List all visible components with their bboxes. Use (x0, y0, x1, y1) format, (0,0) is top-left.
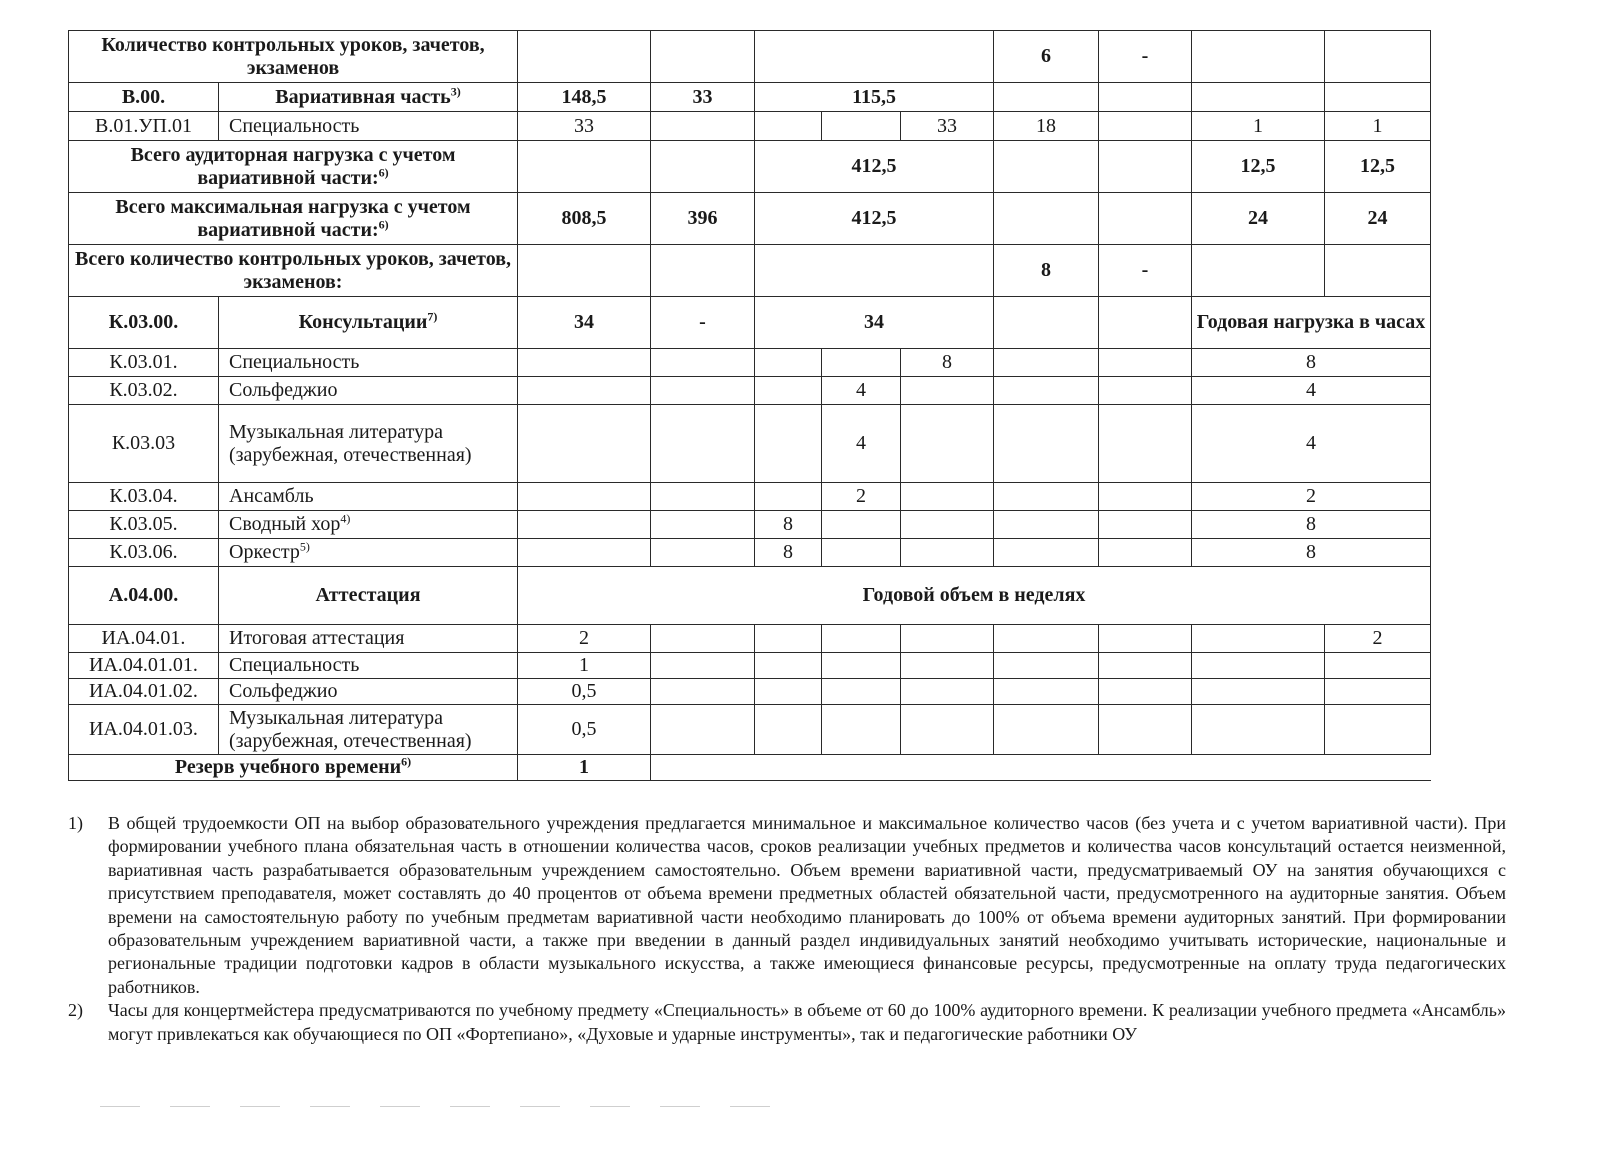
self-study-cell (651, 245, 755, 297)
small-group-cell (822, 349, 901, 377)
row-name-text: Специальность (229, 654, 360, 676)
table-row (69, 377, 1431, 405)
semester-cell (1325, 141, 1431, 193)
max-load-cell (518, 245, 651, 297)
empty-cell (755, 679, 822, 705)
control-cell (1099, 625, 1192, 653)
footnote-ref: 6) (401, 754, 412, 769)
row-name-text: Консультации (298, 311, 428, 333)
self-study-cell (651, 112, 755, 141)
small-group-cell-text: 2 (856, 485, 867, 507)
annual-hours-cell (1192, 297, 1431, 349)
semester-cell (1192, 653, 1325, 679)
footnote-item (68, 812, 1506, 999)
annual-hours-cell-text: 8 (1306, 513, 1317, 535)
empty-cell (994, 755, 1099, 781)
annual-hours-cell-text: 8 (1306, 541, 1317, 563)
individual-cell-text: 8 (942, 351, 953, 373)
control-cell (994, 377, 1099, 405)
table-row (69, 405, 1431, 483)
row-code-text: ИА.04.01.03. (89, 718, 198, 740)
small-group-cell (822, 483, 901, 511)
control-cell (1099, 705, 1192, 755)
control-cell (994, 705, 1099, 755)
max-load-cell (518, 625, 651, 653)
auditory-cell (755, 83, 994, 112)
row-code-text: К.03.00. (108, 311, 179, 333)
control-cell (1099, 112, 1192, 141)
self-study-cell (651, 83, 755, 112)
row-name-text: Специальность (229, 114, 360, 137)
row-code (69, 653, 219, 679)
max-load-cell (518, 377, 651, 405)
group-cell (755, 112, 822, 141)
empty-cell (822, 679, 901, 705)
semester-cell (1192, 112, 1325, 141)
max-load-cell (518, 755, 651, 781)
group-cell (755, 483, 822, 511)
row-code-text: К.03.01. (109, 351, 178, 373)
row-label-text: Резерв учебного времени (174, 756, 402, 778)
empty-cell (755, 653, 822, 679)
row-label-text: Всего количество контрольных уроков, зачетов, экзаменов: (75, 247, 512, 293)
row-code-text: К.03.06. (109, 541, 178, 563)
row-code (69, 112, 219, 141)
self-study-cell-text: 396 (687, 207, 718, 229)
empty-cell (901, 705, 994, 755)
control-cell-text: - (1141, 45, 1149, 67)
max-load-cell-text: 0,5 (571, 718, 597, 740)
empty-cell (1099, 755, 1192, 781)
row-label-text: Количество контрольных уроков, зачетов, экзаменов (101, 33, 485, 79)
max-load-cell-text: 1 (579, 756, 590, 778)
group-cell-text: 8 (783, 513, 794, 535)
empty-cell (822, 625, 901, 653)
semester-cell (1325, 31, 1431, 83)
table-row (69, 112, 1431, 141)
max-load-cell (518, 83, 651, 112)
span-header (518, 567, 1431, 625)
control-cell (994, 31, 1099, 83)
empty-cell (901, 755, 994, 781)
table-row (69, 349, 1431, 377)
self-study-cell (651, 405, 755, 483)
table-row (69, 297, 1431, 349)
footnote-ref: 4) (340, 511, 351, 526)
control-cell (994, 83, 1099, 112)
row-code (69, 297, 219, 349)
semester-cell-text: 1 (1372, 114, 1383, 137)
table-row (69, 567, 1431, 625)
row-code (69, 567, 219, 625)
group-cell (755, 511, 822, 539)
row-name (219, 653, 518, 679)
max-load-cell (518, 511, 651, 539)
max-load-cell (518, 539, 651, 567)
individual-cell (901, 539, 994, 567)
row-code (69, 349, 219, 377)
curriculum-table (68, 30, 1431, 781)
group-cell (755, 349, 822, 377)
footnote-ref: 5) (299, 539, 310, 554)
control-cell (1099, 405, 1192, 483)
self-study-cell (651, 511, 755, 539)
control-cell (994, 483, 1099, 511)
max-load-cell (518, 679, 651, 705)
footnote-item (68, 999, 1506, 1046)
max-load-cell (518, 112, 651, 141)
annual-hours-cell (1192, 405, 1431, 483)
row-name-text: Вариативная часть (275, 85, 451, 108)
auditory-cell (755, 193, 994, 245)
max-load-cell (518, 405, 651, 483)
control-cell (994, 653, 1099, 679)
max-load-cell-text: 2 (579, 627, 590, 649)
row-code-text: К.03.03 (111, 432, 176, 454)
self-study-cell (651, 539, 755, 567)
empty-cell (901, 679, 994, 705)
empty-cell (755, 705, 822, 755)
table-row (69, 625, 1431, 653)
semester-cell (1192, 245, 1325, 297)
annual-hours-cell (1192, 539, 1431, 567)
small-group-cell (822, 112, 901, 141)
individual-cell-text: 33 (937, 114, 958, 137)
table-row (69, 193, 1431, 245)
row-label (69, 193, 518, 245)
empty-cell (1325, 755, 1431, 781)
self-study-cell (651, 141, 755, 193)
footnote-number: 1) (68, 813, 83, 833)
row-label (69, 245, 518, 297)
control-cell (1099, 349, 1192, 377)
semester-cell (1192, 31, 1325, 83)
auditory-cell (755, 245, 994, 297)
small-group-cell (822, 539, 901, 567)
row-name (219, 567, 518, 625)
semester-cell-text: 1 (1253, 114, 1264, 137)
control-cell (1099, 679, 1192, 705)
control-cell (1099, 193, 1192, 245)
empty-cell (822, 755, 901, 781)
table-row (69, 511, 1431, 539)
individual-cell (901, 483, 994, 511)
self-study-cell (651, 349, 755, 377)
annual-hours-cell (1192, 377, 1431, 405)
semester-cell-text: 12,5 (1360, 155, 1396, 177)
annual-hours-cell-text: 4 (1306, 379, 1317, 401)
control-cell (1099, 511, 1192, 539)
row-code (69, 405, 219, 483)
row-label (69, 755, 518, 781)
max-load-cell-text: 33 (574, 114, 595, 137)
control-cell (994, 679, 1099, 705)
control-cell (994, 141, 1099, 193)
self-study-cell (651, 705, 755, 755)
control-cell (994, 193, 1099, 245)
control-cell-text: - (1141, 259, 1149, 281)
control-cell (994, 405, 1099, 483)
auditory-cell-text: 412,5 (851, 207, 897, 229)
row-code-text: ИА.04.01.01. (89, 654, 198, 676)
control-cell (994, 349, 1099, 377)
self-study-cell (651, 297, 755, 349)
empty-cell (651, 755, 755, 781)
semester-cell-text: 12,5 (1240, 155, 1276, 177)
small-group-cell-text: 4 (856, 432, 867, 454)
row-name-text: Сводный хор (229, 513, 341, 535)
control-cell (1099, 297, 1192, 349)
annual-hours-cell-text: Годовая нагрузка в часах (1196, 311, 1426, 333)
max-load-cell (518, 141, 651, 193)
empty-cell (755, 755, 822, 781)
semester-cell (1325, 83, 1431, 112)
self-study-cell-text: 33 (692, 85, 713, 108)
auditory-cell-text: 115,5 (852, 85, 896, 108)
row-code-text: К.03.04. (109, 485, 178, 507)
control-cell (994, 539, 1099, 567)
group-cell (755, 539, 822, 567)
empty-cell (822, 653, 901, 679)
empty-cell (901, 625, 994, 653)
control-cell (1099, 245, 1192, 297)
row-label (69, 31, 518, 83)
self-study-cell (651, 679, 755, 705)
row-name-text: Специальность (229, 351, 360, 373)
row-code (69, 539, 219, 567)
control-cell-text: 6 (1041, 45, 1052, 67)
row-code-text: К.03.05. (109, 513, 178, 535)
group-cell (755, 377, 822, 405)
table-row (69, 539, 1431, 567)
row-name (219, 83, 518, 112)
semester-cell (1325, 705, 1431, 755)
annual-hours-cell-text: 2 (1306, 485, 1317, 507)
row-code (69, 511, 219, 539)
control-cell (1099, 653, 1192, 679)
table-row (69, 679, 1431, 705)
scan-artifact (100, 1106, 800, 1107)
control-cell-text: 8 (1041, 259, 1052, 281)
footnote-ref: 6) (378, 216, 389, 231)
max-load-cell (518, 653, 651, 679)
max-load-cell (518, 705, 651, 755)
table-row (69, 245, 1431, 297)
row-code (69, 625, 219, 653)
row-name (219, 511, 518, 539)
control-cell (1099, 141, 1192, 193)
control-cell (994, 112, 1099, 141)
auditory-cell (755, 31, 994, 83)
table-row (69, 653, 1431, 679)
row-name-text: Оркестр (229, 541, 300, 563)
annual-hours-cell-text: 4 (1306, 432, 1317, 454)
row-code (69, 483, 219, 511)
table-row (69, 483, 1431, 511)
individual-cell (901, 112, 994, 141)
row-name-text: Итоговая аттестация (229, 627, 405, 649)
row-name-text: Сольфеджио (229, 680, 338, 702)
row-name (219, 483, 518, 511)
table-row (69, 705, 1431, 755)
control-cell (994, 245, 1099, 297)
semester-cell (1325, 193, 1431, 245)
semester-cell (1325, 679, 1431, 705)
footnote-ref: 3) (450, 83, 461, 98)
empty-cell (822, 705, 901, 755)
auditory-cell-text: 412,5 (851, 155, 897, 177)
row-code (69, 377, 219, 405)
self-study-cell (651, 483, 755, 511)
semester-cell (1192, 705, 1325, 755)
small-group-cell (822, 377, 901, 405)
individual-cell (901, 377, 994, 405)
max-load-cell (518, 31, 651, 83)
small-group-cell (822, 511, 901, 539)
semester-cell (1192, 141, 1325, 193)
row-name (219, 705, 518, 755)
semester-cell (1325, 245, 1431, 297)
empty-cell (901, 653, 994, 679)
row-name-text: Ансамбль (229, 485, 314, 507)
empty-cell (1192, 755, 1325, 781)
row-code-text: К.03.02. (109, 379, 178, 401)
max-load-cell (518, 483, 651, 511)
row-name (219, 539, 518, 567)
max-load-cell-text: 34 (574, 311, 595, 333)
annual-hours-cell (1192, 483, 1431, 511)
row-name (219, 377, 518, 405)
self-study-cell (651, 625, 755, 653)
self-study-cell (651, 653, 755, 679)
semester-cell (1325, 625, 1431, 653)
individual-cell (901, 349, 994, 377)
annual-hours-cell-text: 8 (1306, 351, 1317, 373)
row-code-text: В.00. (121, 85, 166, 108)
group-cell-text: 8 (783, 541, 794, 563)
row-name (219, 405, 518, 483)
max-load-cell-text: 148,5 (561, 85, 607, 108)
individual-cell (901, 511, 994, 539)
footnote-ref: 6) (378, 164, 389, 179)
row-code-text: ИА.04.01. (101, 627, 186, 649)
span-header-text: Годовой объем в неделях (862, 584, 1086, 606)
max-load-cell-text: 808,5 (561, 207, 607, 229)
row-name (219, 679, 518, 705)
row-code (69, 83, 219, 112)
individual-cell (901, 405, 994, 483)
row-name (219, 112, 518, 141)
annual-hours-cell (1192, 349, 1431, 377)
control-cell (1099, 31, 1192, 83)
self-study-cell (651, 193, 755, 245)
row-label-text: Всего аудиторная нагрузка с учетом вариативной части: (130, 143, 456, 189)
max-load-cell (518, 193, 651, 245)
row-name-text: Музыкальная литература (зарубежная, отечественная) (229, 706, 472, 752)
annual-hours-cell (1192, 511, 1431, 539)
empty-cell (755, 625, 822, 653)
self-study-cell-text: - (699, 311, 706, 333)
small-group-cell-text: 4 (856, 379, 867, 401)
semester-cell (1192, 83, 1325, 112)
table-row (69, 83, 1431, 112)
semester-cell (1325, 653, 1431, 679)
row-code-text: А.04.00. (108, 584, 179, 606)
small-group-cell (822, 405, 901, 483)
row-name-text: Музыкальная литература (зарубежная, отечественная) (229, 420, 472, 466)
row-code-text: В.01.УП.01 (95, 114, 192, 137)
table-row (69, 755, 1431, 781)
footnotes (68, 812, 1506, 1046)
max-load-cell (518, 297, 651, 349)
semester-cell-text: 24 (1248, 207, 1269, 229)
row-label (69, 141, 518, 193)
row-label-text: Всего максимальная нагрузка с учетом вариативной части: (115, 195, 471, 241)
semester-cell (1192, 193, 1325, 245)
table-row (69, 141, 1431, 193)
max-load-cell-text: 0,5 (571, 680, 597, 702)
footnote-number: 2) (68, 1000, 83, 1021)
row-code (69, 679, 219, 705)
control-cell (1099, 483, 1192, 511)
row-name (219, 297, 518, 349)
footnote-text: Часы для концертмейстера предусматриваются по учебному предмету «Специальность» в объеме от 60 до 100% аудиторного времени. К реализации учебного предмета «Ансамбль» могут привлекаться как обучающиеся по ОП «Фортепиано», «Духовые и ударные инструменты», так и педагогические работники ОУ (108, 1000, 1506, 1044)
row-code (69, 705, 219, 755)
max-load-cell-text: 1 (579, 654, 590, 676)
control-cell (1099, 539, 1192, 567)
auditory-cell (755, 297, 994, 349)
row-name-text: Сольфеджио (229, 379, 338, 401)
self-study-cell (651, 31, 755, 83)
auditory-cell-text: 34 (864, 311, 885, 333)
table-row (69, 31, 1431, 83)
semester-cell-text: 2 (1372, 627, 1383, 649)
control-cell (994, 297, 1099, 349)
control-cell (1099, 377, 1192, 405)
semester-cell (1192, 625, 1325, 653)
auditory-cell (755, 141, 994, 193)
control-cell (994, 511, 1099, 539)
row-name (219, 349, 518, 377)
semester-cell (1325, 112, 1431, 141)
footnote-text: В общей трудоемкости ОП на выбор образовательного учреждения предлагается минимальное и максимальное количество часов (без учета и с учетом вариативной части). При формировании учебного плана обязательная часть в отношении количества часов, сроков реализации учебных предметов и количества часов консультаций остается неизменной, вариативная часть разрабатывается образовательным учреждением самостоятельно. Объем времени вариативной части, предусматриваемый ОУ на занятия обучающихся с присутствием преподавателя, может составлять до 40 процентов от объема времени предметных областей обязательной части, предусмотренного на аудиторные занятия. Объем времени на самостоятельную работу по учебным предметам вариативной части необходимо планировать до 100% от объема времени аудиторных занятий. При формировании образовательным учреждением вариативной части, а также при введении в данный раздел индивидуальных занятий необходимо учитывать исторические, национальные и региональные традиции подготовки кадров в области музыкального искусства, а также имеющиеся финансовые ресурсы, предусмотренные на оплату труда педагогических работников. (108, 813, 1506, 997)
semester-cell-text: 24 (1367, 207, 1388, 229)
control-cell (1099, 83, 1192, 112)
semester-cell (1192, 679, 1325, 705)
max-load-cell (518, 349, 651, 377)
row-name (219, 625, 518, 653)
control-cell-text: 18 (1036, 114, 1057, 137)
group-cell (755, 405, 822, 483)
control-cell (994, 625, 1099, 653)
footnote-ref: 7) (427, 309, 438, 324)
row-code-text: ИА.04.01.02. (89, 680, 198, 702)
row-name-text: Аттестация (315, 584, 421, 606)
self-study-cell (651, 377, 755, 405)
